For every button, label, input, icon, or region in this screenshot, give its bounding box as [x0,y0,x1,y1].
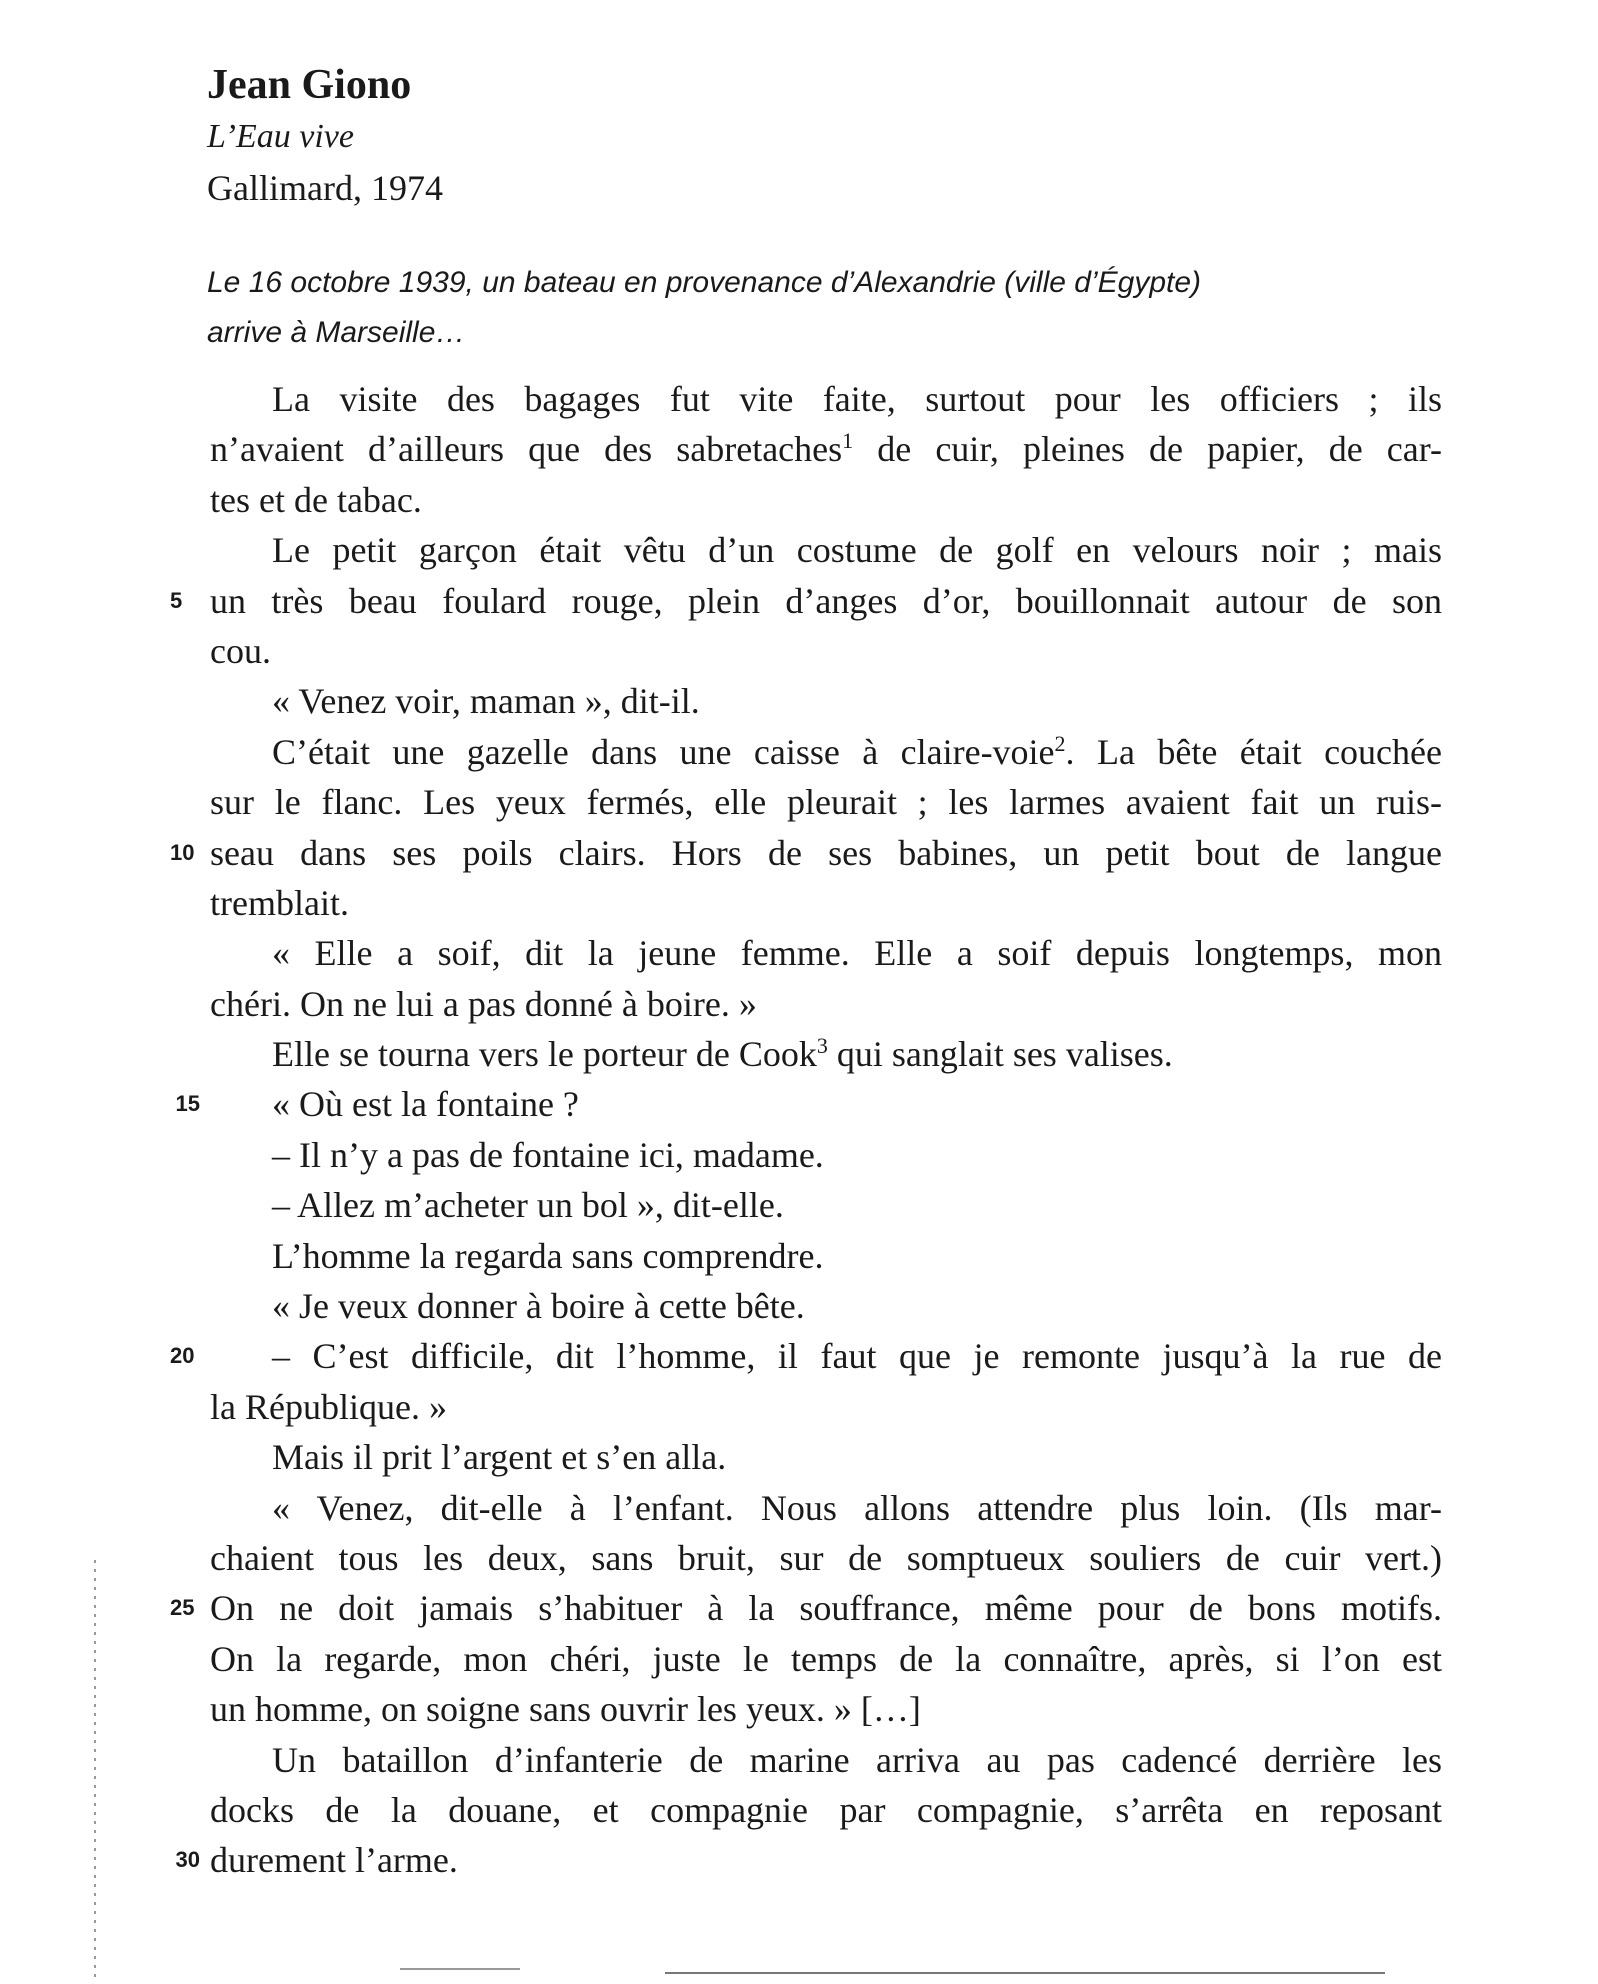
footnote-marker: 3 [816,1033,828,1059]
scan-bottom-line [665,1972,1385,1974]
line-number: 30 [175,1847,200,1873]
text-segment: « Où est la fontaine ? [272,1084,579,1125]
author-name: Jean Giono [207,62,412,108]
line-number: 10 [170,839,195,865]
text-segment: un très beau foulard rouge, plein d’anges d’or, bouillonnait autour de son [210,580,1442,621]
text-line [175,1079,1442,1129]
text-line: Un bataillon d’infanterie de marine arriva au pas cadencé derrière les [272,1739,1442,1780]
text-line: « Venez voir, maman », dit-il. [272,681,700,722]
text-line: « Je veux donner à boire à cette bête. [272,1286,805,1327]
text-line: tremblait. [210,882,349,923]
text-line: la République. » [210,1386,447,1427]
text-segment: . La bête était couchée [1065,731,1442,772]
text-line [170,576,1442,626]
text-line [170,1583,1442,1633]
text-line: cou. [210,630,271,671]
text-line: « Elle a soif, dit la jeune femme. Elle a soif depuis longtemps, mon [272,933,1442,974]
text-line [170,1331,1442,1381]
line-number: 20 [170,1343,195,1369]
text-line: L’homme la regarda sans comprendre. [272,1235,824,1276]
text-line: La visite des bagages fut vite faite, surtout pour les officiers ; ils [272,379,1442,419]
text-line [210,727,1442,777]
text-line: On la regarde, mon chéri, juste le temps de la connaître, après, si l’on est [210,1638,1442,1679]
text-segment: On ne doit jamais s’habituer à la souffrance, même pour de bons motifs. [210,1588,1442,1629]
text-line: chaient tous les deux, sans bruit, sur de somptueux souliers de cuir vert.) [210,1537,1442,1578]
text-line [210,1029,1442,1079]
text-segment: de cuir, pleines de papier, de car- [853,429,1443,470]
intro-line: arrive à Marseille… [207,316,466,349]
text-line: tes et de tabac. [210,479,422,520]
text-segment: seau dans ses poils clairs. Hors de ses babines, un petit bout de langue [210,832,1442,873]
text-line: Mais il prit l’argent et s’en alla. [272,1437,727,1478]
text-line [170,828,1442,878]
text-segment: qui sanglait ses valises. [827,1034,1173,1075]
publisher-line: Gallimard, 1974 [207,168,443,208]
text-segment: Elle se tourna vers le porteur de Cook [272,1034,817,1075]
scan-bottom-line [400,1968,520,1970]
text-line: sur le flanc. Les yeux fermés, elle pleurait ; les larmes avaient fait un ruis- [210,782,1442,823]
text-line: Le petit garçon était vêtu d’un costume de golf en velours noir ; mais [272,530,1442,571]
text-line: – Il n’y a pas de fontaine ici, madame. [272,1134,824,1175]
work-title: L’Eau vive [207,118,354,155]
intro-paragraph [207,258,1437,358]
text-line: chéri. On ne lui a pas donné à boire. » [210,983,757,1024]
text-segment: – C’est difficile, dit l’homme, il faut que je remonte jusqu’à la rue de [272,1336,1442,1377]
text-line [210,424,1442,474]
scan-edge-artifact [94,1560,96,1980]
source-header [207,58,443,214]
text-line [175,1835,1442,1885]
text-line: un homme, on soigne sans ouvrir les yeux. » […] [210,1689,921,1730]
text-line: docks de la douane, et compagnie par compagnie, s’arrêta en reposant [210,1789,1442,1830]
text-segment: C’était une gazelle dans une caisse à claire-voie [272,731,1055,772]
footnote-marker: 2 [1054,730,1066,756]
line-number: 5 [170,587,183,613]
excerpt-text [170,374,1443,1886]
footnote-marker: 1 [842,428,854,454]
text-line: « Venez, dit-elle à l’enfant. Nous allons attendre plus loin. (Ils mar- [272,1487,1442,1528]
text-line: – Allez m’acheter un bol », dit-elle. [272,1185,784,1226]
text-segment: durement l’arme. [210,1840,458,1881]
text-segment: n’avaient d’ailleurs que des sabretaches [210,429,843,470]
intro-line: Le 16 octobre 1939, un bateau en provenance d’Alexandrie (ville d’Égypte) [207,266,1202,299]
line-number: 25 [170,1595,195,1621]
line-number: 15 [175,1091,200,1117]
